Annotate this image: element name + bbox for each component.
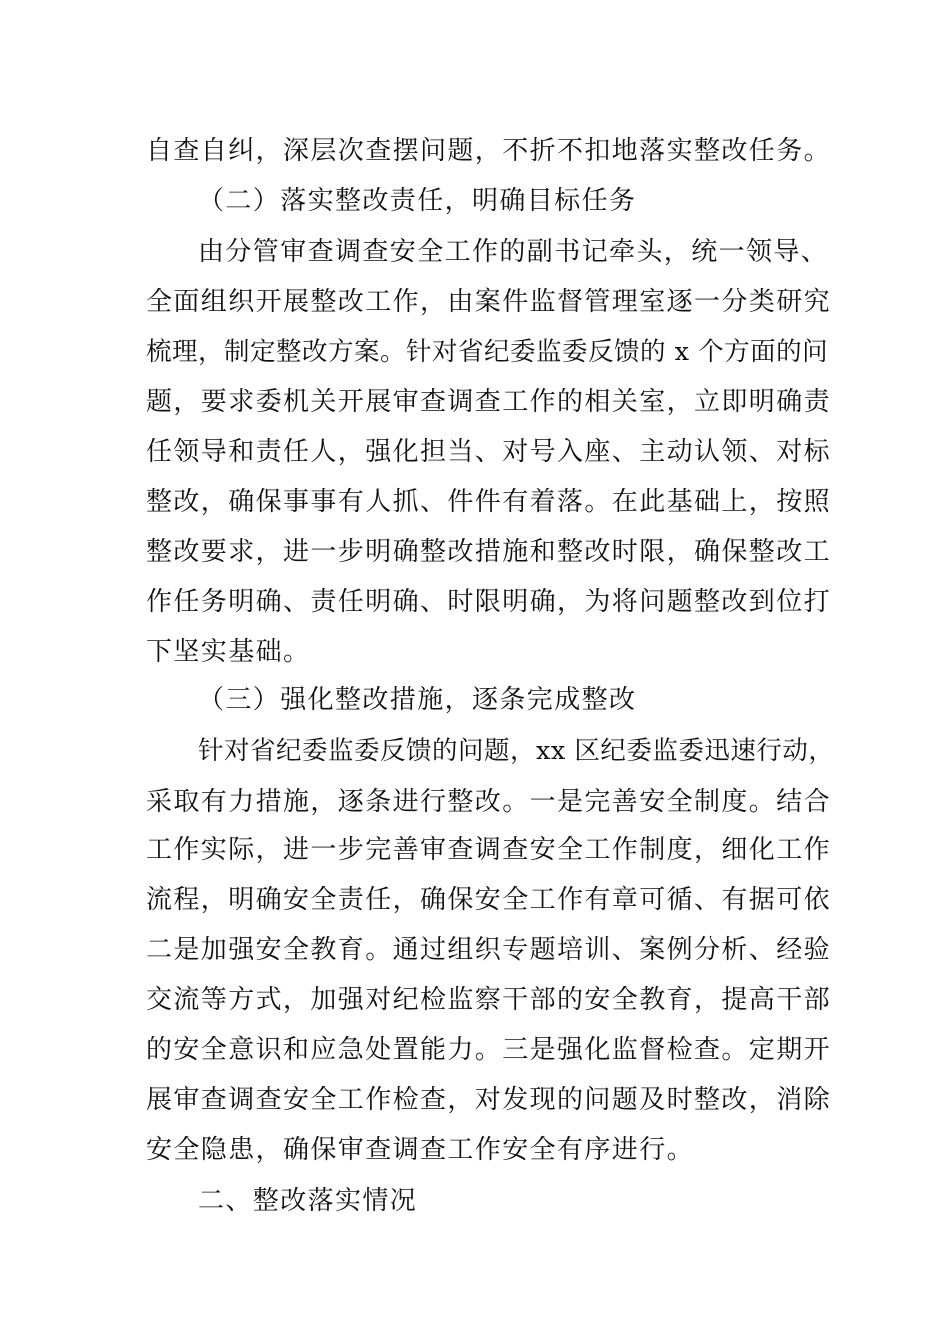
section-heading-2: （二）落实整改责任，明确目标任务 xyxy=(198,186,637,216)
paragraph-line: 作任务明确、责任明确、时限明确，为将问题整改到位打 xyxy=(146,587,832,617)
paragraph-line: 针对省纪委监委反馈的问题，xx 区纪委监委迅速行动， xyxy=(198,736,835,766)
paragraph-line: 安全隐患，确保审查调查工作安全有序进行。 xyxy=(146,1135,695,1165)
paragraph-line: 的安全意识和应急处置能力。三是强化监督检查。定期开 xyxy=(146,1035,832,1065)
section-heading-3: （三）强化整改措施，逐条完成整改 xyxy=(198,685,637,715)
paragraph-line: 交流等方式，加强对纪检监察干部的安全教育，提高干部 xyxy=(146,985,832,1015)
paragraph-line: 梳理，制定整改方案。针对省纪委监委反馈的 x 个方面的问 xyxy=(146,337,829,367)
paragraph-line: 整改要求，进一步明确整改措施和整改时限，确保整改工 xyxy=(146,537,832,567)
paragraph-line: 工作实际，进一步完善审查调查安全工作制度，细化工作 xyxy=(146,835,832,865)
paragraph-line: 流程，明确安全责任，确保安全工作有章可循、有据可依 xyxy=(146,885,832,915)
paragraph-line: 二是加强安全教育。通过组织专题培训、案例分析、经验 xyxy=(146,935,832,965)
paragraph-line: 全面组织开展整改工作，由案件监督管理室逐一分类研究 xyxy=(146,287,832,317)
paragraph-line: 展审查调查安全工作检查，对发现的问题及时整改，消除 xyxy=(146,1085,832,1115)
paragraph-line: 由分管审查调查安全工作的副书记牵头，统一领导、 xyxy=(198,237,829,267)
paragraph-line: 任领导和责任人，强化担当、对号入座、主动认领、对标 xyxy=(146,437,832,467)
paragraph-line: 题，要求委机关开展审查调查工作的相关室，立即明确责 xyxy=(146,387,832,417)
paragraph-line: 整改，确保事事有人抓、件件有着落。在此基础上，按照 xyxy=(146,487,832,517)
paragraph-line: 下坚实基础。 xyxy=(146,637,311,667)
text-line: 自查自纠，深层次查摆问题，不折不扣地落实整改任务。 xyxy=(146,136,832,166)
paragraph-line: 采取有力措施，逐条进行整改。一是完善安全制度。结合 xyxy=(146,787,832,817)
chapter-heading: 二、整改落实情况 xyxy=(198,1186,418,1216)
